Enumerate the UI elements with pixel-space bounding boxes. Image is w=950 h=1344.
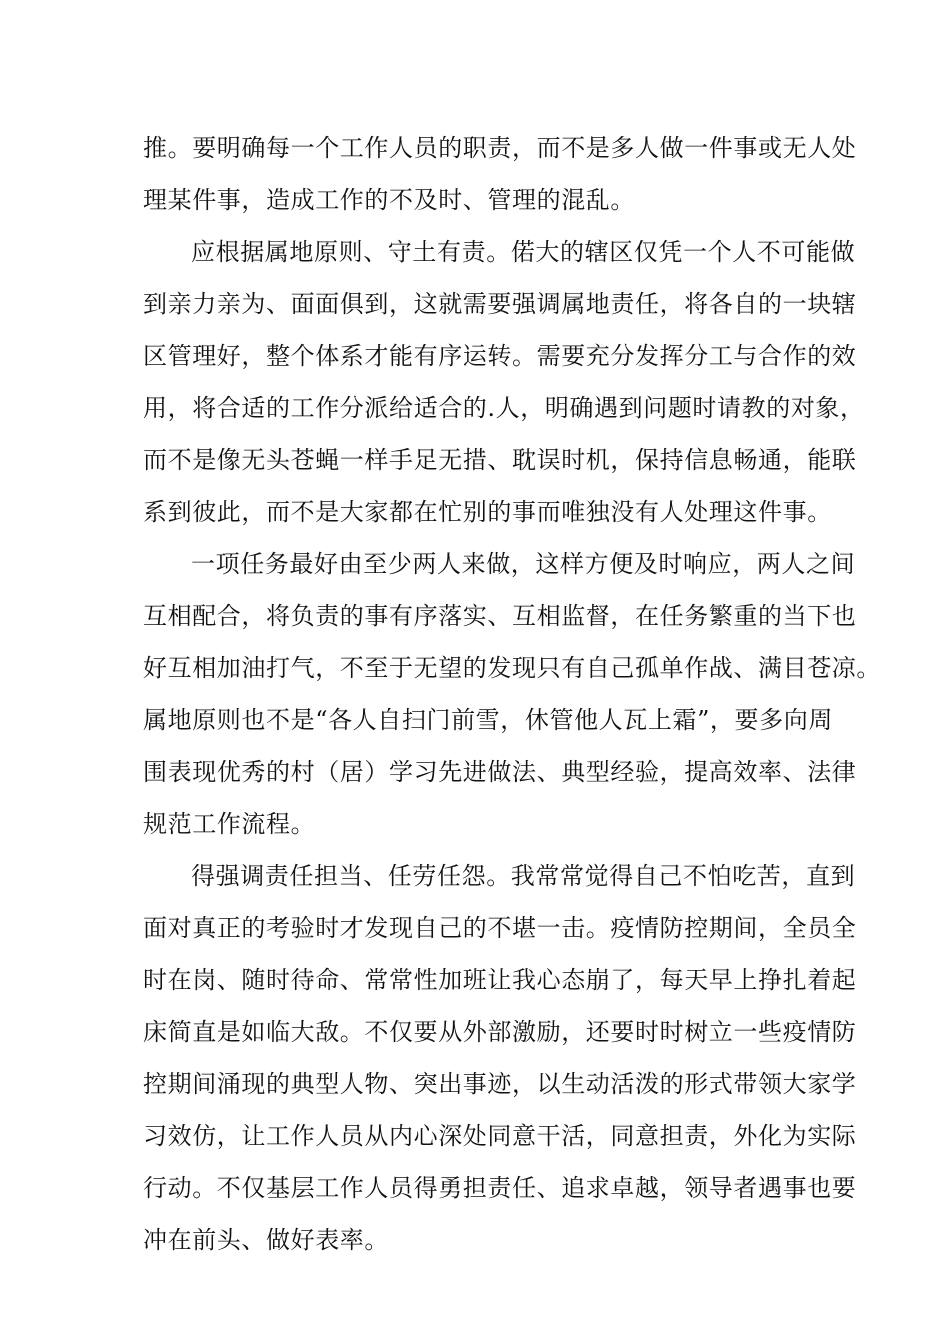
text-line: 床简直是如临大敌。不仅要从外部激励，还要时时树立一些疫情防 xyxy=(143,1018,857,1046)
text-line: 到亲力亲为、面面俱到，这就需要强调属地责任，将各自的一块辖 xyxy=(143,290,857,318)
text-line: 系到彼此，而不是大家都在忙别的事而唯独没有人处理这件事。 xyxy=(143,498,832,526)
text-line: 围表现优秀的村（居）学习先进做法、典型经验，提高效率、法律 xyxy=(143,758,857,786)
paragraph-first-line: 得强调责任担当、任劳任怨。我常常觉得自己不怕吃苦，直到 xyxy=(191,862,856,890)
text-line: 理某件事，造成工作的不及时、管理的混乱。 xyxy=(143,186,635,214)
text-line: 好互相加油打气，不至于无望的发现只有自己孤单作战、满目苍凉。 xyxy=(143,654,881,682)
text-line: 区管理好，整个体系才能有序运转。需要充分发挥分工与合作的效 xyxy=(143,342,857,370)
text-line: 推。要明确每一个工作人员的职责，而不是多人做一件事或无人处 xyxy=(143,134,857,162)
paragraph-first-line: 一项任务最好由至少两人来做，这样方便及时响应，两人之间 xyxy=(191,550,856,578)
text-line: 习效仿，让工作人员从内心深处同意干活，同意担责，外化为实际 xyxy=(143,1122,857,1150)
text-line: 属地原则也不是“各人自扫门前雪，休管他人瓦上霜”，要多向周 xyxy=(143,706,833,734)
text-line: 控期间涌现的典型人物、突出事迹，以生动活泼的形式带领大家学 xyxy=(143,1070,857,1098)
text-line: 而不是像无头苍蝇一样手足无措、耽误时机，保持信息畅通，能联 xyxy=(143,446,857,474)
text-line: 互相配合，将负责的事有序落实、互相监督，在任务繁重的当下也 xyxy=(143,602,857,630)
text-line: 用，将合适的工作分派给适合的.人，明确遇到问题时请教的对象， xyxy=(143,394,865,422)
paragraph-first-line: 应根据属地原则、守土有责。偌大的辖区仅凭一个人不可能做 xyxy=(191,238,856,266)
text-line: 时在岗、随时待命、常常性加班让我心态崩了，每天早上挣扎着起 xyxy=(143,966,857,994)
text-line: 规范工作流程。 xyxy=(143,810,316,838)
text-line: 冲在前头、做好表率。 xyxy=(143,1226,389,1254)
text-line: 行动。不仅基层工作人员得勇担责任、追求卓越，领导者遇事也要 xyxy=(143,1174,857,1202)
text-line: 面对真正的考验时才发现自己的不堪一击。疫情防控期间，全员全 xyxy=(143,914,857,942)
